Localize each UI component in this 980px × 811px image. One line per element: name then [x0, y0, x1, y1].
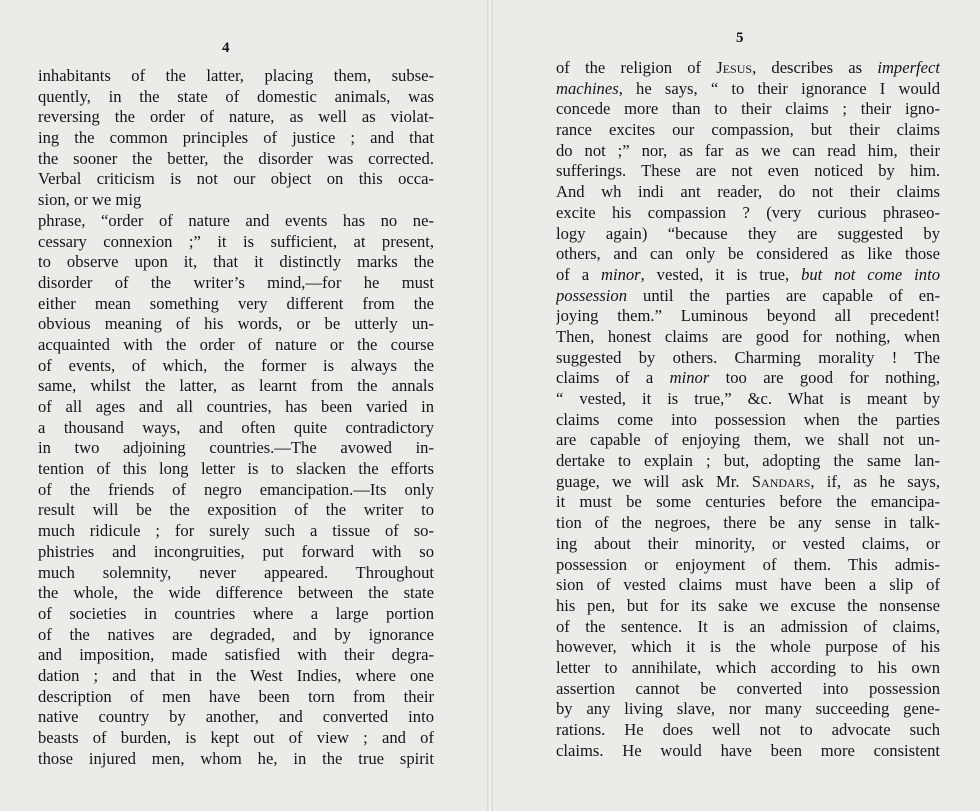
text-line: suggested by others. Charming morality ! The [556, 347, 940, 367]
italic-text: machines [556, 78, 619, 98]
text-line: tention of this long letter is to slacken the efforts [38, 459, 434, 479]
italic-text: minor [600, 264, 641, 284]
text-line: beasts of burden, is kept out of view ; and of [38, 728, 434, 747]
text-line: his pen, but for its sake we excuse the nonsense [556, 595, 940, 615]
text-line: of the sentence. It is an admission of claims, [556, 616, 940, 636]
italic-text: imperfect [877, 58, 940, 77]
text-line: assertion cannot be converted into possession [556, 678, 940, 698]
right-text-column [556, 58, 940, 761]
text-line: rations. He does well not to advocate such [556, 720, 940, 739]
text-line: much solemnity, never appeared. Throughout [38, 562, 434, 582]
text-line: of the religion of Jesus, describes as imperfect [556, 58, 940, 77]
text-line: and imposition, made satisfied with their degra- [38, 645, 434, 665]
text-line: phrase, “order of nature and events has no ne- [38, 210, 434, 230]
text-line: guage, we will ask Mr. Sandars, if, as he says, [556, 471, 940, 491]
text-line: concede more than to their claims ; their igno- [556, 99, 940, 119]
text-line: sion, or we mig [38, 190, 142, 210]
text-line: obvious meaning of his words, or be utterly un- [38, 314, 434, 334]
text-line: claims come into possession when the parties [556, 409, 940, 429]
text-line: native country by another, and converted into [38, 707, 434, 727]
text-line: excite his compassion ? (very curious phraseo- [556, 202, 940, 222]
text-line: dertake to explain ; but, adopting the same lan- [556, 451, 940, 471]
text-line: cessary connexion ;” it is sufficient, at present, [38, 231, 434, 251]
text-line: do not ;” nor, as far as we can read him, their [556, 140, 940, 160]
italic-text: but not come into [801, 264, 940, 284]
text-line: others, and can only be considered as like those [556, 244, 940, 264]
left-text-column [38, 66, 434, 769]
text-line: of all ages and all countries, has been varied in [38, 397, 434, 416]
italic-text: possession [556, 285, 627, 305]
text-line: the sooner the better, the disorder was corrected. [38, 148, 434, 168]
text-line: however, which it is the whole purpose of his [556, 637, 940, 657]
text-line: claims of a minor too are good for nothing, [556, 368, 940, 388]
small-caps-name: Sandars [751, 471, 811, 491]
text-line: to observe upon it, that it distinctly marks the [38, 252, 434, 272]
text-line: result will be the exposition of the writer to [38, 500, 434, 520]
text-line: letter to annihilate, which according to his own [556, 657, 940, 677]
text-line: description of men have been torn from their [38, 686, 434, 706]
text-line: rance excites our compassion, but their claims [556, 120, 940, 140]
text-line: ing the common principles of justice ; and that [38, 128, 434, 148]
text-line: “ vested, it is true,” &c. What is meant by [556, 389, 940, 408]
text-line: ing about their minority, or vested claims, or [556, 533, 940, 553]
text-line: logy again) “because they are suggested by [556, 223, 940, 243]
text-line: the whole, the wide difference between the state [38, 583, 434, 603]
text-line: Then, honest claims are good for nothing, when [556, 326, 940, 346]
text-line: same, whilst the latter, as learnt from the annals [38, 376, 434, 396]
text-line: tion of the negroes, there be any sense in talk- [556, 513, 940, 533]
text-line: machines, he says, “ to their ignorance I would [556, 78, 940, 98]
text-line: sufferings. These are not even noticed by him. [556, 161, 940, 181]
text-line: of events, of which, the former is always the [38, 355, 434, 375]
text-line: reversing the order of nature, as well as violat- [38, 107, 434, 127]
text-line: possession until the parties are capable of en- [556, 285, 940, 305]
text-line: possession or enjoyment of them. This admis- [556, 554, 940, 574]
text-line: claims. He would have been more consistent [556, 740, 940, 760]
right-page [492, 0, 980, 811]
text-line: either mean something very different from the [38, 293, 434, 313]
text-line: inhabitants of the latter, placing them, subse- [38, 66, 434, 85]
text-line: quently, in the state of domestic animals, was [38, 86, 434, 106]
page-number-left: 4 [222, 40, 230, 56]
text-line: in two adjoining countries.—The avowed in- [38, 438, 434, 458]
text-line: are capable of enjoying them, we shall not un- [556, 430, 940, 450]
text-line: of the friends of negro emancipation.—Its only [38, 479, 434, 499]
text-line: a thousand ways, and often quite contradictory [38, 417, 434, 437]
text-line: Verbal criticism is not our object on this occa- [38, 169, 434, 189]
italic-text: minor [669, 368, 710, 388]
text-line: of a minor, vested, it is true, but not come into [556, 264, 940, 284]
text-line: acquainted with the order of nature or the course [38, 334, 434, 354]
text-line: sion of vested claims must have been a slip of [556, 575, 940, 595]
text-line: joying them.” Luminous beyond all precedent! [556, 306, 940, 326]
text-line: phistries and incongruities, put forward with so [38, 541, 434, 561]
page-number-right: 5 [736, 30, 744, 46]
text-line: by any living slave, nor many succeeding gene- [556, 699, 940, 719]
text-line: of societies in countries where a large portion [38, 603, 434, 623]
text-line: And wh indi ant reader, do not their claims [556, 182, 940, 202]
small-caps-name: Jesus [716, 58, 753, 77]
text-line: of the natives are degraded, and by ignorance [38, 624, 434, 644]
text-line: those injured men, whom he, in the true spirit [38, 748, 434, 768]
text-line: dation ; and that in the West Indies, where one [38, 665, 434, 685]
text-line: it must be some centuries before the emancipa- [556, 492, 940, 512]
text-line: disorder of the writer’s mind,—for he must [38, 272, 434, 292]
text-line: much ridicule ; for surely such a tissue of so- [38, 521, 434, 541]
